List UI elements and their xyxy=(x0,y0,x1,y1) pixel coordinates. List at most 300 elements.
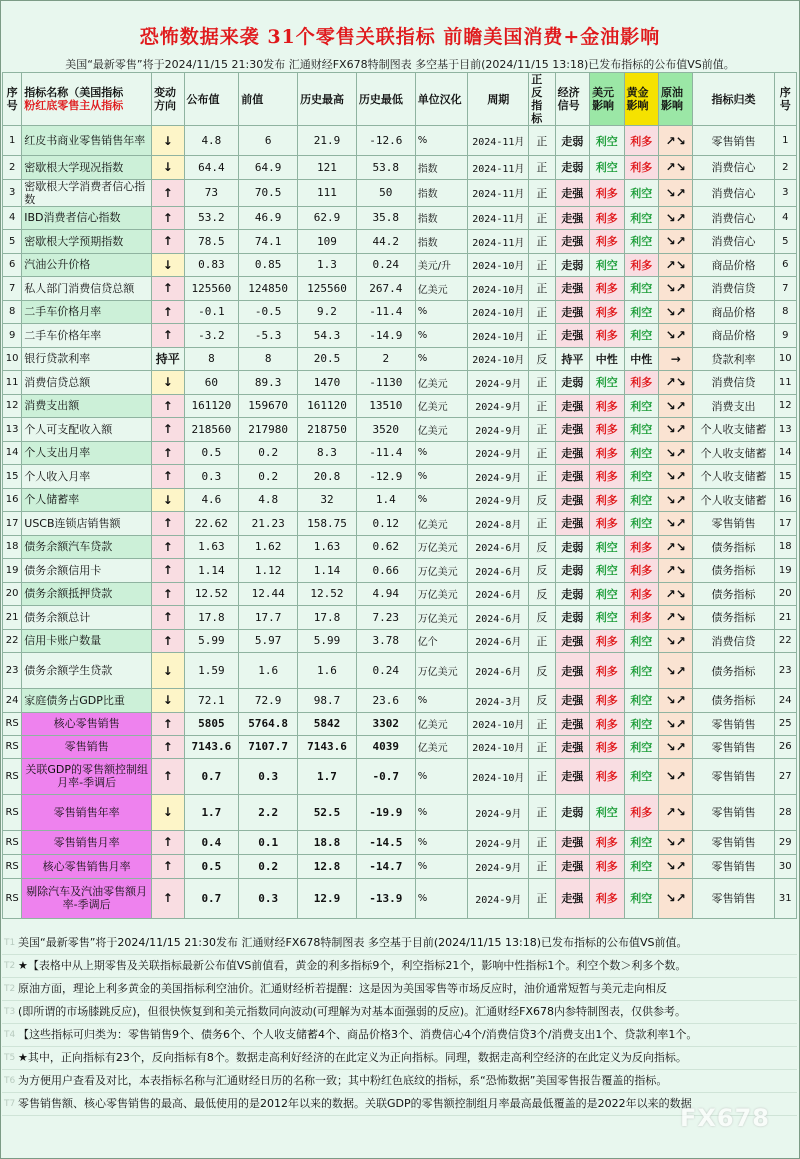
row-hist-low: 0.62 xyxy=(356,535,415,559)
row-signal: 走强 xyxy=(555,689,589,713)
row-gold-impact: 利空 xyxy=(624,512,658,536)
row-direction: ↓ xyxy=(152,371,184,395)
row-period: 2024-9月 xyxy=(468,394,529,418)
row-gold-impact: 利空 xyxy=(624,179,658,206)
row-gold-impact: 利多 xyxy=(624,126,658,156)
row-usd-impact: 利多 xyxy=(590,830,624,854)
row-period: 2024-10月 xyxy=(468,347,529,371)
row-usd-impact: 利多 xyxy=(590,854,624,878)
row-hist-high: 12.8 xyxy=(298,854,357,878)
row-signal: 走强 xyxy=(555,653,589,689)
row-period: 2024-9月 xyxy=(468,878,529,918)
note-line xyxy=(2,1047,797,1070)
row-published: 1.63 xyxy=(184,535,239,559)
row-previous: 6 xyxy=(239,126,298,156)
row-unit: % xyxy=(415,465,468,489)
row-direction: ↓ xyxy=(152,253,184,277)
row-gold-impact: 利空 xyxy=(624,230,658,254)
row-category: 零售销售 xyxy=(693,712,774,735)
table-row xyxy=(3,830,797,854)
row-signal: 走弱 xyxy=(555,371,589,395)
table-row xyxy=(3,629,797,653)
table-row xyxy=(3,854,797,878)
page-title: 恐怖数据来袭 31个零售关联指标 前瞻美国消费+金油影响 xyxy=(139,26,661,48)
row-oil-impact: ↘↗ xyxy=(659,300,693,324)
row-period: 2024-9月 xyxy=(468,794,529,830)
row-sign: 反 xyxy=(529,689,555,713)
row-direction: ↑ xyxy=(152,758,184,794)
row-signal: 持平 xyxy=(555,347,589,371)
row-hist-low: 0.66 xyxy=(356,559,415,583)
row-seq: RS xyxy=(3,794,22,830)
row-signal: 走弱 xyxy=(555,559,589,583)
row-signal: 走弱 xyxy=(555,126,589,156)
note-text: ★【表格中从上期零售及关联指标最新公布值VS前值看，黄金的利多指标9个，利空指标21个，影响中性指标1个。利空个数＞利多个数。 xyxy=(18,959,687,972)
row-signal: 走弱 xyxy=(555,582,589,606)
row-period: 2024-6月 xyxy=(468,629,529,653)
row-name: 个人储蓄率 xyxy=(22,488,152,512)
row-unit: 万亿美元 xyxy=(415,606,468,630)
row-seq2: 24 xyxy=(774,689,796,713)
row-direction: ↓ xyxy=(152,794,184,830)
row-hist-low: -12.9 xyxy=(356,465,415,489)
row-seq: 14 xyxy=(3,441,22,465)
row-hist-high: 7143.6 xyxy=(298,735,357,758)
row-gold-impact: 利空 xyxy=(624,830,658,854)
row-gold-impact: 利多 xyxy=(624,253,658,277)
row-oil-impact: ↘↗ xyxy=(659,689,693,713)
row-hist-high: 109 xyxy=(298,230,357,254)
row-published: 73 xyxy=(184,179,239,206)
row-seq2: 19 xyxy=(774,559,796,583)
row-unit: 指数 xyxy=(415,179,468,206)
row-usd-impact: 利多 xyxy=(590,418,624,442)
row-oil-impact: ↗↘ xyxy=(659,606,693,630)
row-signal: 走强 xyxy=(555,830,589,854)
row-published: 60 xyxy=(184,371,239,395)
row-signal: 走弱 xyxy=(555,794,589,830)
row-hist-low: 3.78 xyxy=(356,629,415,653)
row-category: 零售销售 xyxy=(693,878,774,918)
row-name: 债务余额抵押贷款 xyxy=(22,582,152,606)
row-signal: 走强 xyxy=(555,206,589,230)
row-seq2: 13 xyxy=(774,418,796,442)
notes-section xyxy=(2,932,797,1116)
row-unit: % xyxy=(415,441,468,465)
row-usd-impact: 利多 xyxy=(590,629,624,653)
row-unit: % xyxy=(415,689,468,713)
row-direction: ↓ xyxy=(152,126,184,156)
row-gold-impact: 利空 xyxy=(624,689,658,713)
row-direction: ↑ xyxy=(152,300,184,324)
row-sign: 正 xyxy=(529,758,555,794)
row-hist-low: 23.6 xyxy=(356,689,415,713)
header-unit: 单位汉化 xyxy=(415,73,468,126)
row-oil-impact: ↘↗ xyxy=(659,277,693,301)
header-lo: 历史最低 xyxy=(356,73,415,126)
row-hist-low: -14.9 xyxy=(356,324,415,348)
row-oil-impact: ↗↘ xyxy=(659,371,693,395)
row-seq: 7 xyxy=(3,277,22,301)
row-seq: 15 xyxy=(3,465,22,489)
row-signal: 走弱 xyxy=(555,606,589,630)
row-signal: 走强 xyxy=(555,179,589,206)
row-oil-impact: ↘↗ xyxy=(659,230,693,254)
row-published: 0.3 xyxy=(184,465,239,489)
row-seq2: 10 xyxy=(774,347,796,371)
row-previous: 5.97 xyxy=(239,629,298,653)
row-published: 7143.6 xyxy=(184,735,239,758)
row-gold-impact: 利空 xyxy=(624,854,658,878)
row-direction: ↓ xyxy=(152,488,184,512)
row-hist-low: 0.24 xyxy=(356,653,415,689)
row-oil-impact: ↗↘ xyxy=(659,582,693,606)
row-name: 家庭债务占GDP比重 xyxy=(22,689,152,713)
row-direction: ↑ xyxy=(152,535,184,559)
row-sign: 正 xyxy=(529,512,555,536)
note-tag: T5 xyxy=(4,1053,16,1063)
row-seq: 17 xyxy=(3,512,22,536)
row-direction: ↑ xyxy=(152,735,184,758)
row-seq: 13 xyxy=(3,418,22,442)
row-direction: ↑ xyxy=(152,441,184,465)
row-sign: 正 xyxy=(529,418,555,442)
row-gold-impact: 利空 xyxy=(624,488,658,512)
table-row xyxy=(3,735,797,758)
row-sign: 反 xyxy=(529,606,555,630)
row-hist-low: 50 xyxy=(356,179,415,206)
row-period: 2024-11月 xyxy=(468,156,529,180)
row-seq2: 18 xyxy=(774,535,796,559)
row-usd-impact: 利多 xyxy=(590,206,624,230)
table-row xyxy=(3,559,797,583)
row-published: -3.2 xyxy=(184,324,239,348)
header-dir: 变动方向 xyxy=(152,73,184,126)
row-direction: ↑ xyxy=(152,629,184,653)
table-row xyxy=(3,277,797,301)
row-oil-impact: ↘↗ xyxy=(659,629,693,653)
row-oil-impact: ↗↘ xyxy=(659,253,693,277)
header-signal: 经济信号 xyxy=(555,73,589,126)
row-name: 债务余额学生贷款 xyxy=(22,653,152,689)
row-published: 64.4 xyxy=(184,156,239,180)
table-row xyxy=(3,535,797,559)
header-pub: 公布值 xyxy=(184,73,239,126)
row-direction: ↑ xyxy=(152,559,184,583)
row-seq: 5 xyxy=(3,230,22,254)
indicator-table xyxy=(2,72,797,919)
row-oil-impact: ↗↘ xyxy=(659,559,693,583)
row-hist-high: 8.3 xyxy=(298,441,357,465)
row-usd-impact: 利空 xyxy=(590,126,624,156)
table-row xyxy=(3,206,797,230)
table-row xyxy=(3,689,797,713)
row-hist-low: 53.8 xyxy=(356,156,415,180)
row-published: 5.99 xyxy=(184,629,239,653)
row-hist-low: 3520 xyxy=(356,418,415,442)
note-line xyxy=(2,978,797,1001)
row-hist-low: -14.5 xyxy=(356,830,415,854)
row-gold-impact: 利空 xyxy=(624,465,658,489)
row-usd-impact: 利空 xyxy=(590,156,624,180)
row-hist-high: 111 xyxy=(298,179,357,206)
row-oil-impact: ↘↗ xyxy=(659,878,693,918)
table-row xyxy=(3,878,797,918)
row-gold-impact: 利空 xyxy=(624,277,658,301)
note-tag: T6 xyxy=(4,1076,16,1086)
row-sign: 正 xyxy=(529,277,555,301)
row-direction: ↑ xyxy=(152,179,184,206)
row-category: 债务指标 xyxy=(693,689,774,713)
row-hist-high: 161120 xyxy=(298,394,357,418)
row-unit: 美元/升 xyxy=(415,253,468,277)
row-name: 红皮书商业零售销售年率 xyxy=(22,126,152,156)
note-text: 为方便用户查看及对比，本表指标名称与汇通财经日历的名称一致；其中粉红色底纹的指标，系“恐怖数据”美国零售报告覆盖的指标。 xyxy=(18,1074,668,1087)
row-hist-high: 12.52 xyxy=(298,582,357,606)
row-hist-low: 4039 xyxy=(356,735,415,758)
header-usd: 美元影响 xyxy=(590,73,624,126)
row-sign: 正 xyxy=(529,441,555,465)
row-published: 53.2 xyxy=(184,206,239,230)
row-unit: 指数 xyxy=(415,156,468,180)
row-published: 4.6 xyxy=(184,488,239,512)
note-tag: T3 xyxy=(4,1007,16,1017)
row-gold-impact: 利多 xyxy=(624,156,658,180)
note-tag: T7 xyxy=(4,1099,16,1109)
row-gold-impact: 利空 xyxy=(624,418,658,442)
row-hist-low: 1.4 xyxy=(356,488,415,512)
row-hist-low: -11.4 xyxy=(356,300,415,324)
row-usd-impact: 利空 xyxy=(590,582,624,606)
row-published: 0.4 xyxy=(184,830,239,854)
row-hist-low: -13.9 xyxy=(356,878,415,918)
row-signal: 走弱 xyxy=(555,156,589,180)
row-usd-impact: 利多 xyxy=(590,324,624,348)
row-usd-impact: 利多 xyxy=(590,512,624,536)
row-previous: 12.44 xyxy=(239,582,298,606)
row-previous: 1.6 xyxy=(239,653,298,689)
row-name: 密歇根大学消费者信心指数 xyxy=(22,179,152,206)
row-signal: 走弱 xyxy=(555,253,589,277)
row-seq: 12 xyxy=(3,394,22,418)
row-hist-high: 1.3 xyxy=(298,253,357,277)
row-previous: 0.85 xyxy=(239,253,298,277)
row-period: 2024-11月 xyxy=(468,206,529,230)
row-direction: ↑ xyxy=(152,712,184,735)
row-period: 2024-6月 xyxy=(468,559,529,583)
row-unit: 万亿美元 xyxy=(415,559,468,583)
row-signal: 走强 xyxy=(555,300,589,324)
row-hist-high: 18.8 xyxy=(298,830,357,854)
row-previous: -5.3 xyxy=(239,324,298,348)
row-usd-impact: 利多 xyxy=(590,758,624,794)
row-unit: % xyxy=(415,878,468,918)
row-seq2: 5 xyxy=(774,230,796,254)
row-usd-impact: 利多 xyxy=(590,488,624,512)
row-published: 8 xyxy=(184,347,239,371)
row-previous: 124850 xyxy=(239,277,298,301)
table-row xyxy=(3,418,797,442)
row-category: 消费信贷 xyxy=(693,277,774,301)
row-category: 个人收支储蓄 xyxy=(693,465,774,489)
row-hist-high: 1470 xyxy=(298,371,357,395)
row-hist-high: 5842 xyxy=(298,712,357,735)
row-direction: ↓ xyxy=(152,156,184,180)
row-name: 零售销售月率 xyxy=(22,830,152,854)
row-gold-impact: 利空 xyxy=(624,324,658,348)
row-hist-low: -12.6 xyxy=(356,126,415,156)
row-previous: 0.2 xyxy=(239,854,298,878)
row-period: 2024-10月 xyxy=(468,735,529,758)
row-usd-impact: 利空 xyxy=(590,606,624,630)
row-previous: 0.3 xyxy=(239,878,298,918)
row-hist-high: 52.5 xyxy=(298,794,357,830)
row-hist-high: 121 xyxy=(298,156,357,180)
row-sign: 正 xyxy=(529,126,555,156)
row-gold-impact: 利空 xyxy=(624,735,658,758)
row-signal: 走强 xyxy=(555,854,589,878)
row-usd-impact: 利多 xyxy=(590,878,624,918)
note-tag: T2 xyxy=(4,984,16,994)
row-category: 贷款利率 xyxy=(693,347,774,371)
row-seq: 21 xyxy=(3,606,22,630)
row-signal: 走强 xyxy=(555,878,589,918)
row-signal: 走强 xyxy=(555,465,589,489)
row-gold-impact: 利空 xyxy=(624,629,658,653)
row-seq2: 6 xyxy=(774,253,796,277)
row-seq2: 1 xyxy=(774,126,796,156)
row-signal: 走强 xyxy=(555,441,589,465)
table-row xyxy=(3,441,797,465)
note-line xyxy=(2,1024,797,1047)
row-hist-low: 3302 xyxy=(356,712,415,735)
row-published: 161120 xyxy=(184,394,239,418)
row-category: 债务指标 xyxy=(693,535,774,559)
row-oil-impact: ↗↘ xyxy=(659,156,693,180)
row-published: 218560 xyxy=(184,418,239,442)
row-seq: 8 xyxy=(3,300,22,324)
row-unit: 亿美元 xyxy=(415,418,468,442)
row-name: USCB连锁店销售额 xyxy=(22,512,152,536)
row-direction: ↑ xyxy=(152,394,184,418)
table-row xyxy=(3,582,797,606)
row-previous: 159670 xyxy=(239,394,298,418)
row-oil-impact: ↘↗ xyxy=(659,488,693,512)
table-header-row xyxy=(3,73,797,126)
row-category: 商品价格 xyxy=(693,300,774,324)
row-oil-impact: ↘↗ xyxy=(659,854,693,878)
row-hist-low: 4.94 xyxy=(356,582,415,606)
row-gold-impact: 中性 xyxy=(624,347,658,371)
row-sign: 正 xyxy=(529,878,555,918)
table-row xyxy=(3,606,797,630)
row-name: 二手车价格年率 xyxy=(22,324,152,348)
table-row xyxy=(3,794,797,830)
row-name: 私人部门消费信贷总额 xyxy=(22,277,152,301)
row-seq2: 9 xyxy=(774,324,796,348)
note-line xyxy=(2,955,797,978)
row-name: 债务余额汽车贷款 xyxy=(22,535,152,559)
row-usd-impact: 利空 xyxy=(590,535,624,559)
row-published: 1.59 xyxy=(184,653,239,689)
row-unit: 万亿美元 xyxy=(415,535,468,559)
table-row xyxy=(3,465,797,489)
row-unit: 亿美元 xyxy=(415,277,468,301)
row-sign: 正 xyxy=(529,735,555,758)
row-signal: 走强 xyxy=(555,394,589,418)
row-hist-low: 0.12 xyxy=(356,512,415,536)
row-direction: ↑ xyxy=(152,324,184,348)
note-text: ★其中，正向指标有23个，反向指标有8个。数据走高利好经济的在此定义为正向指标。同理，数据走高利空经济的在此定义为反向指标。 xyxy=(18,1051,687,1064)
row-sign: 正 xyxy=(529,394,555,418)
row-seq2: 29 xyxy=(774,830,796,854)
row-hist-high: 1.7 xyxy=(298,758,357,794)
row-period: 2024-9月 xyxy=(468,371,529,395)
table-row xyxy=(3,230,797,254)
row-seq: 16 xyxy=(3,488,22,512)
row-hist-high: 20.8 xyxy=(298,465,357,489)
row-seq2: 11 xyxy=(774,371,796,395)
row-oil-impact: ↘↗ xyxy=(659,465,693,489)
row-period: 2024-10月 xyxy=(468,277,529,301)
row-period: 2024-6月 xyxy=(468,653,529,689)
row-hist-low: 2 xyxy=(356,347,415,371)
row-previous: 8 xyxy=(239,347,298,371)
row-name: 个人支出月率 xyxy=(22,441,152,465)
row-period: 2024-11月 xyxy=(468,126,529,156)
row-gold-impact: 利多 xyxy=(624,582,658,606)
row-direction: ↑ xyxy=(152,854,184,878)
row-signal: 走强 xyxy=(555,629,589,653)
row-usd-impact: 利多 xyxy=(590,230,624,254)
row-unit: 亿美元 xyxy=(415,394,468,418)
row-oil-impact: ↘↗ xyxy=(659,758,693,794)
row-seq2: 30 xyxy=(774,854,796,878)
row-sign: 正 xyxy=(529,253,555,277)
row-sign: 正 xyxy=(529,156,555,180)
row-previous: 89.3 xyxy=(239,371,298,395)
row-usd-impact: 利多 xyxy=(590,300,624,324)
row-name: 密歇根大学预期指数 xyxy=(22,230,152,254)
row-category: 零售销售 xyxy=(693,735,774,758)
row-published: -0.1 xyxy=(184,300,239,324)
row-period: 2024-6月 xyxy=(468,535,529,559)
row-sign: 正 xyxy=(529,179,555,206)
row-name: 个人收入月率 xyxy=(22,465,152,489)
row-unit: % xyxy=(415,830,468,854)
row-seq: 1 xyxy=(3,126,22,156)
row-seq2: 8 xyxy=(774,300,796,324)
header-sign: 正反指标 xyxy=(529,73,555,126)
table-row xyxy=(3,126,797,156)
row-hist-low: -14.7 xyxy=(356,854,415,878)
row-seq2: 31 xyxy=(774,878,796,918)
row-unit: 万亿美元 xyxy=(415,582,468,606)
row-category: 零售销售 xyxy=(693,830,774,854)
row-name: 零售销售 xyxy=(22,735,152,758)
row-sign: 正 xyxy=(529,230,555,254)
row-direction: 持平 xyxy=(152,347,184,371)
row-seq: RS xyxy=(3,878,22,918)
row-seq: 9 xyxy=(3,324,22,348)
row-usd-impact: 利空 xyxy=(590,794,624,830)
row-gold-impact: 利多 xyxy=(624,606,658,630)
row-unit: 指数 xyxy=(415,230,468,254)
row-seq: 6 xyxy=(3,253,22,277)
row-name: 消费信贷总额 xyxy=(22,371,152,395)
row-previous: 1.12 xyxy=(239,559,298,583)
row-unit: 亿美元 xyxy=(415,371,468,395)
